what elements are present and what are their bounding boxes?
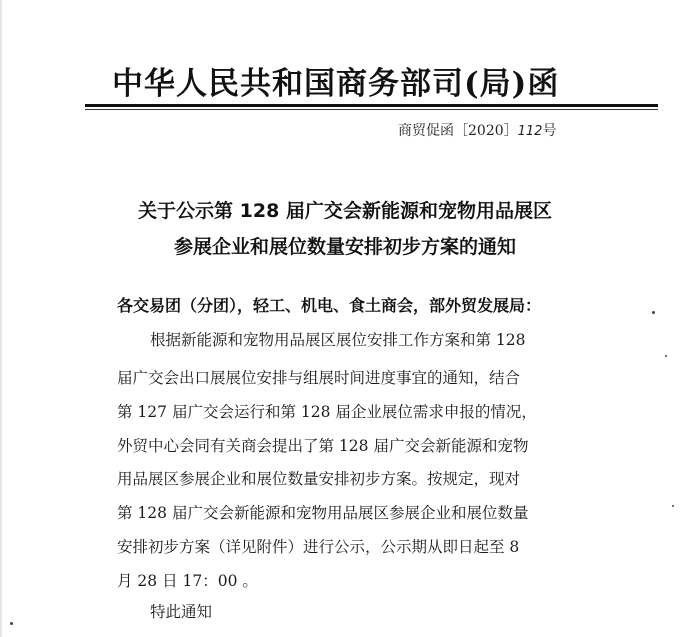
document-number-issue: 112 (517, 124, 543, 139)
letterhead-rule-thick (85, 104, 658, 107)
body-line: 外贸中心会同有关商会提出了第 128 届广交会新能源和宠物 (117, 437, 529, 455)
document-number-prefix: 商贸促函［2020］ (398, 123, 518, 139)
notice-title-line-1: 关于公示第 128 届广交会新能源和宠物用品展区 (138, 200, 552, 222)
body-line: 用品展区参展企业和展位数量安排初步方案。按规定，现对 (117, 470, 521, 488)
notice-closing: 特此通知 (150, 603, 213, 621)
notice-addressee: 各交易团（分团），轻工、机电、食土商会，部外贸发展局： (117, 296, 542, 315)
scan-speck (665, 355, 667, 357)
body-line: 第 127 届广交会运行和第 128 届企业展位需求申报的情况， (117, 403, 537, 421)
body-line: 届广交会出口展展位安排与组展时间进度事宜的通知，结合 (117, 369, 521, 387)
notice-title-line-2: 参展企业和展位数量安排初步方案的通知 (173, 236, 516, 258)
body-line: 月 28 日 17：00 。 (117, 572, 258, 590)
scan-speck (10, 622, 13, 625)
body-line: 安排初步方案（详见附件）进行公示，公示期从即日起至 8 (117, 538, 520, 556)
document-number-suffix: 号 (542, 123, 557, 139)
letterhead-title: 中华人民共和国商务部司(局)函 (112, 66, 560, 102)
body-line: 根据新能源和宠物用品展区展位安排工作方案和第 128 (150, 331, 526, 349)
letterhead-rule-thin (85, 109, 658, 110)
scan-speck (672, 505, 674, 507)
scan-speck (652, 311, 655, 314)
scan-edge (0, 0, 2, 637)
document-number (398, 120, 556, 140)
body-line: 第 128 届广交会新能源和宠物用品展区参展企业和展位数量 (117, 504, 529, 522)
